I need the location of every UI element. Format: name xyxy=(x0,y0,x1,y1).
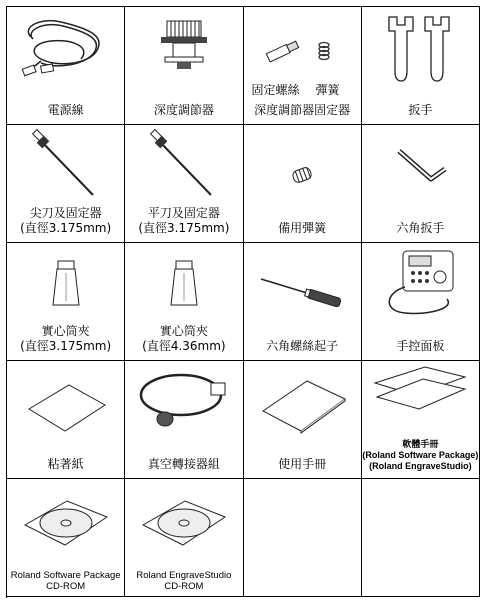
item-pointed-cutter xyxy=(7,125,125,243)
item-label: Roland EngraveStudio CD-ROM xyxy=(136,570,232,592)
item-label: 真空轉接器組 xyxy=(147,457,220,471)
item-cdrom-software-package xyxy=(7,479,125,597)
item-depth-regulator xyxy=(125,7,243,125)
cd-rom-icon xyxy=(125,479,242,559)
item-cdrom-engravestudio xyxy=(125,479,243,597)
pointed-cutter-image xyxy=(7,125,124,205)
item-label: 手控面板 xyxy=(396,339,445,353)
accessory-table xyxy=(6,6,480,598)
flat-cutter-image xyxy=(125,125,242,205)
item-label: Roland Software Package CD-ROM xyxy=(10,570,121,592)
empty-cell xyxy=(244,479,362,597)
power-cord-image xyxy=(7,7,124,87)
spring-label: 彈簧 xyxy=(315,83,340,97)
manual-image xyxy=(244,361,361,441)
item-software-guide xyxy=(362,361,480,479)
item-label: 實心筒夾 (直徑3.175mm) xyxy=(20,324,112,353)
item-collet-3175 xyxy=(7,243,125,361)
screwdriver-image xyxy=(244,243,361,323)
adhesive-sheet-image xyxy=(7,361,124,441)
item-hex-screwdriver xyxy=(244,243,362,361)
item-label: 粘著紙 xyxy=(47,457,84,471)
collet-image xyxy=(125,243,242,323)
item-label: 深度調節器 xyxy=(153,103,214,117)
handy-panel-image xyxy=(362,243,479,323)
collet-image xyxy=(7,243,124,323)
item-label: 使用手冊 xyxy=(278,457,327,471)
empty-cell xyxy=(362,479,480,597)
item-collet-436 xyxy=(125,243,243,361)
item-flat-cutter xyxy=(125,125,243,243)
item-label: 六角螺絲起子 xyxy=(266,339,339,353)
item-label: 尖刀及固定器 (直徑3.175mm) xyxy=(20,206,112,235)
depth-regulator-image xyxy=(125,7,242,87)
item-depth-regulator-holder xyxy=(244,7,362,125)
item-spare-spring xyxy=(244,125,362,243)
item-power-cord xyxy=(7,7,125,125)
software-guide-image xyxy=(362,361,479,441)
item-hex-wrench xyxy=(362,125,480,243)
item-label: 深度調節器固定器 xyxy=(254,103,351,117)
item-adhesive-sheet xyxy=(7,361,125,479)
cd-rom-icon xyxy=(7,479,124,559)
hex-wrench-image xyxy=(362,125,479,205)
spare-spring-image xyxy=(244,125,361,205)
item-label: 平刀及固定器 (直徑3.175mm) xyxy=(138,206,230,235)
wrench-image xyxy=(362,7,479,87)
item-users-manual xyxy=(244,361,362,479)
item-label: 軟體手冊 (Roland Software Package) (Roland EngraveStudio) xyxy=(362,439,479,471)
item-label: 電源線 xyxy=(47,103,84,117)
item-vacuum-adapter xyxy=(125,361,243,479)
item-label: 扳手 xyxy=(408,103,433,117)
item-label: 實心筒夾 (直徑4.36mm) xyxy=(142,324,226,353)
vacuum-adapter-image xyxy=(125,361,242,441)
item-handy-panel xyxy=(362,243,480,361)
screw-spring-image xyxy=(244,7,361,87)
item-wrench xyxy=(362,7,480,125)
item-label: 六角扳手 xyxy=(396,221,445,235)
screw-label: 固定螺絲 xyxy=(251,83,300,97)
item-label: 備用彈簧 xyxy=(278,221,327,235)
